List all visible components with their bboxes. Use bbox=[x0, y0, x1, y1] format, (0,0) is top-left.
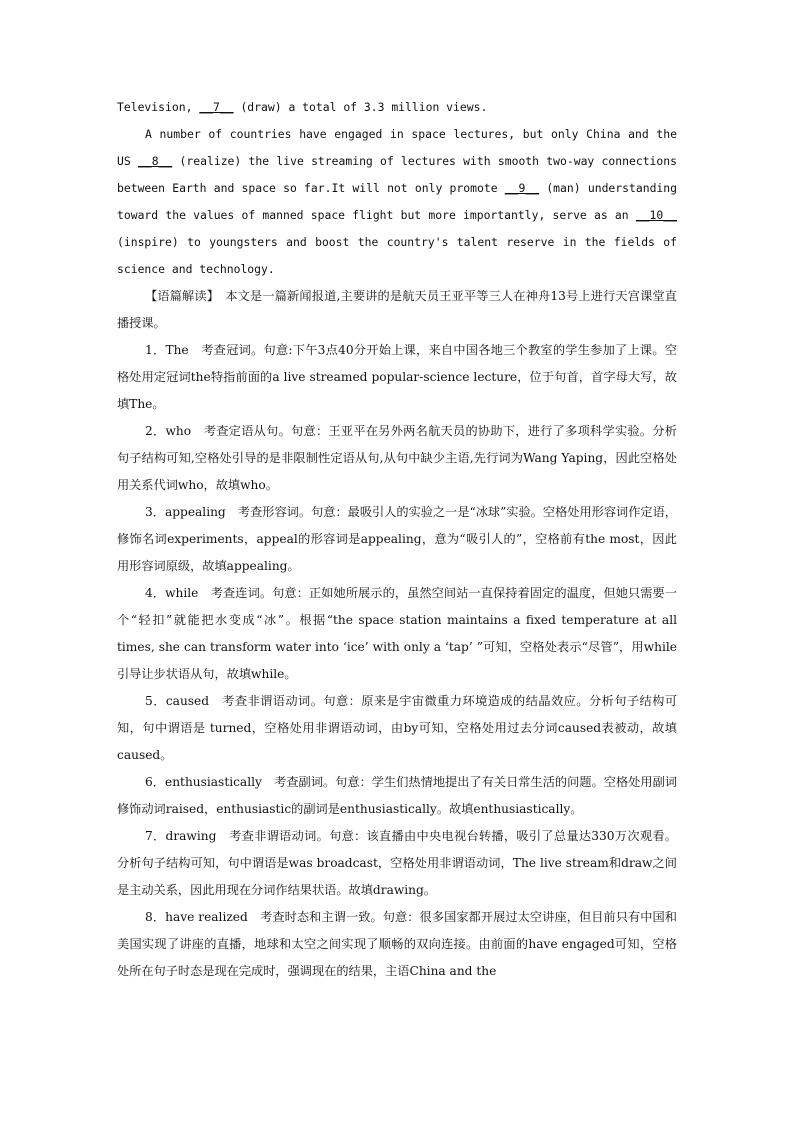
answer-explanation: 句意：最吸引人的实验之一是“冰球”实验。空格处用形容词作定语，修饰名词experiments，appeal的形容词是appealing，意为“吸引人的”，空格前有the most，因此用形容词原级，故填appealing。 bbox=[117, 505, 677, 573]
answer-item bbox=[117, 904, 677, 985]
passage-paragraph-1 bbox=[117, 94, 677, 121]
page-content bbox=[117, 94, 677, 985]
answer-item bbox=[117, 580, 677, 688]
answer-label: 8．have realized 考查时态和主谓一致。 bbox=[145, 910, 383, 924]
answer-item bbox=[117, 418, 677, 499]
answer-label: 1．The 考查冠词。 bbox=[145, 343, 264, 357]
answer-explanation: 句意：正如她所展示的，虽然空间站一直保持着固定的温度，但她只需要一个“轻扣”就能把水变成“冰”。根据“the space station maintains a fixed temperature at all times, she can transform water into ‘ice’ with only a ‘tap’ ”可知，空格处表示“尽管”，用while引导让步状语从句，故填while。 bbox=[117, 586, 678, 681]
passage-text: Television, bbox=[117, 100, 200, 114]
answer-item bbox=[117, 499, 677, 580]
passage-text: (draw) a total of 3.3 million views. bbox=[233, 100, 488, 114]
answer-label: 6．enthusiastically 考查副词。 bbox=[145, 775, 336, 789]
analysis-text: 本文是一篇新闻报道,主要讲的是航天员王亚平等三人在神舟13号上进行天宫课堂直播授课。 bbox=[117, 289, 677, 330]
answer-explanation: 句意：该直播由中央电视台转播，吸引了总量达330万次观看。分析句子结构可知，句中谓语是was broadcast，空格处用非谓语动词，The live stream和draw之间是主动关系，因此用现在分词作结果状语。故填drawing。 bbox=[117, 829, 677, 897]
analysis-heading: 【语篇解读】 bbox=[145, 289, 213, 303]
answer-explanation: 句意：原来是宇宙微重力环境造成的结晶效应。分析句子结构可知，句中谓语是 turned，空格处用非谓语动词，由by可知，空格处用过去分词caused表被动，故填caused。 bbox=[117, 694, 678, 762]
answer-explanation: 句意:下午3点40分开始上课，来自中国各地三个教室的学生参加了上课。空格处用定冠词the特指前面的a live streamed popular-science lecture，位于句首，首字母大写，故填The。 bbox=[117, 343, 677, 411]
answer-label: 5．caused 考查非谓语动词。 bbox=[145, 694, 324, 708]
answer-label: 4．while 考查连词。 bbox=[145, 586, 273, 600]
answer-label: 3．appealing 考查形容词。 bbox=[145, 505, 312, 519]
passage-text: A number of countries have engaged in space lectures, but only China and the US bbox=[117, 127, 677, 168]
blank-9: __9__ bbox=[504, 181, 540, 195]
passage-paragraph-2 bbox=[117, 121, 677, 283]
answer-item bbox=[117, 337, 677, 418]
answer-item bbox=[117, 823, 677, 904]
answer-explanation: 句意：王亚平在另外两名航天员的协助下，进行了多项科学实验。分析句子结构可知,空格处引导的是非限制性定语从句,从句中缺少主语,先行词为Wang Yaping，因此空格处用关系代词who，故填who。 bbox=[117, 424, 677, 492]
passage-text: (inspire) to youngsters and boost the country's talent reserve in the fields of science and technology. bbox=[117, 235, 677, 276]
answer-explanation: 句意：学生们热情地提出了有关日常生活的问题。空格处用副词修饰动词raised，enthusiastic的副词是enthusiastically。故填enthusiastically。 bbox=[117, 775, 678, 816]
passage-text: (realize) the live streaming of lectures with smooth two-way connections between Earth and space so far.It will not only promote bbox=[117, 154, 677, 195]
answer-item bbox=[117, 769, 677, 823]
blank-10: __10__ bbox=[635, 208, 677, 222]
blank-8: __8__ bbox=[137, 154, 173, 168]
answer-label: 7．drawing 考查非谓语动词。 bbox=[145, 829, 330, 843]
answer-explanation: 句意：很多国家都开展过太空讲座，但目前只有中国和美国实现了讲座的直播，地球和太空之间实现了顺畅的双向连接。由前面的have engaged可知，空格处所在句子时态是现在完成时，强调现在的结果，主语China and the bbox=[117, 910, 677, 978]
passage-text: (man) understanding toward the values of manned space flight but more importantly, serve as an bbox=[117, 181, 677, 222]
analysis-paragraph bbox=[117, 283, 677, 337]
answer-label: 2．who 考查定语从句。 bbox=[145, 424, 292, 438]
answer-item bbox=[117, 688, 677, 769]
blank-7: __7__ bbox=[199, 100, 234, 114]
